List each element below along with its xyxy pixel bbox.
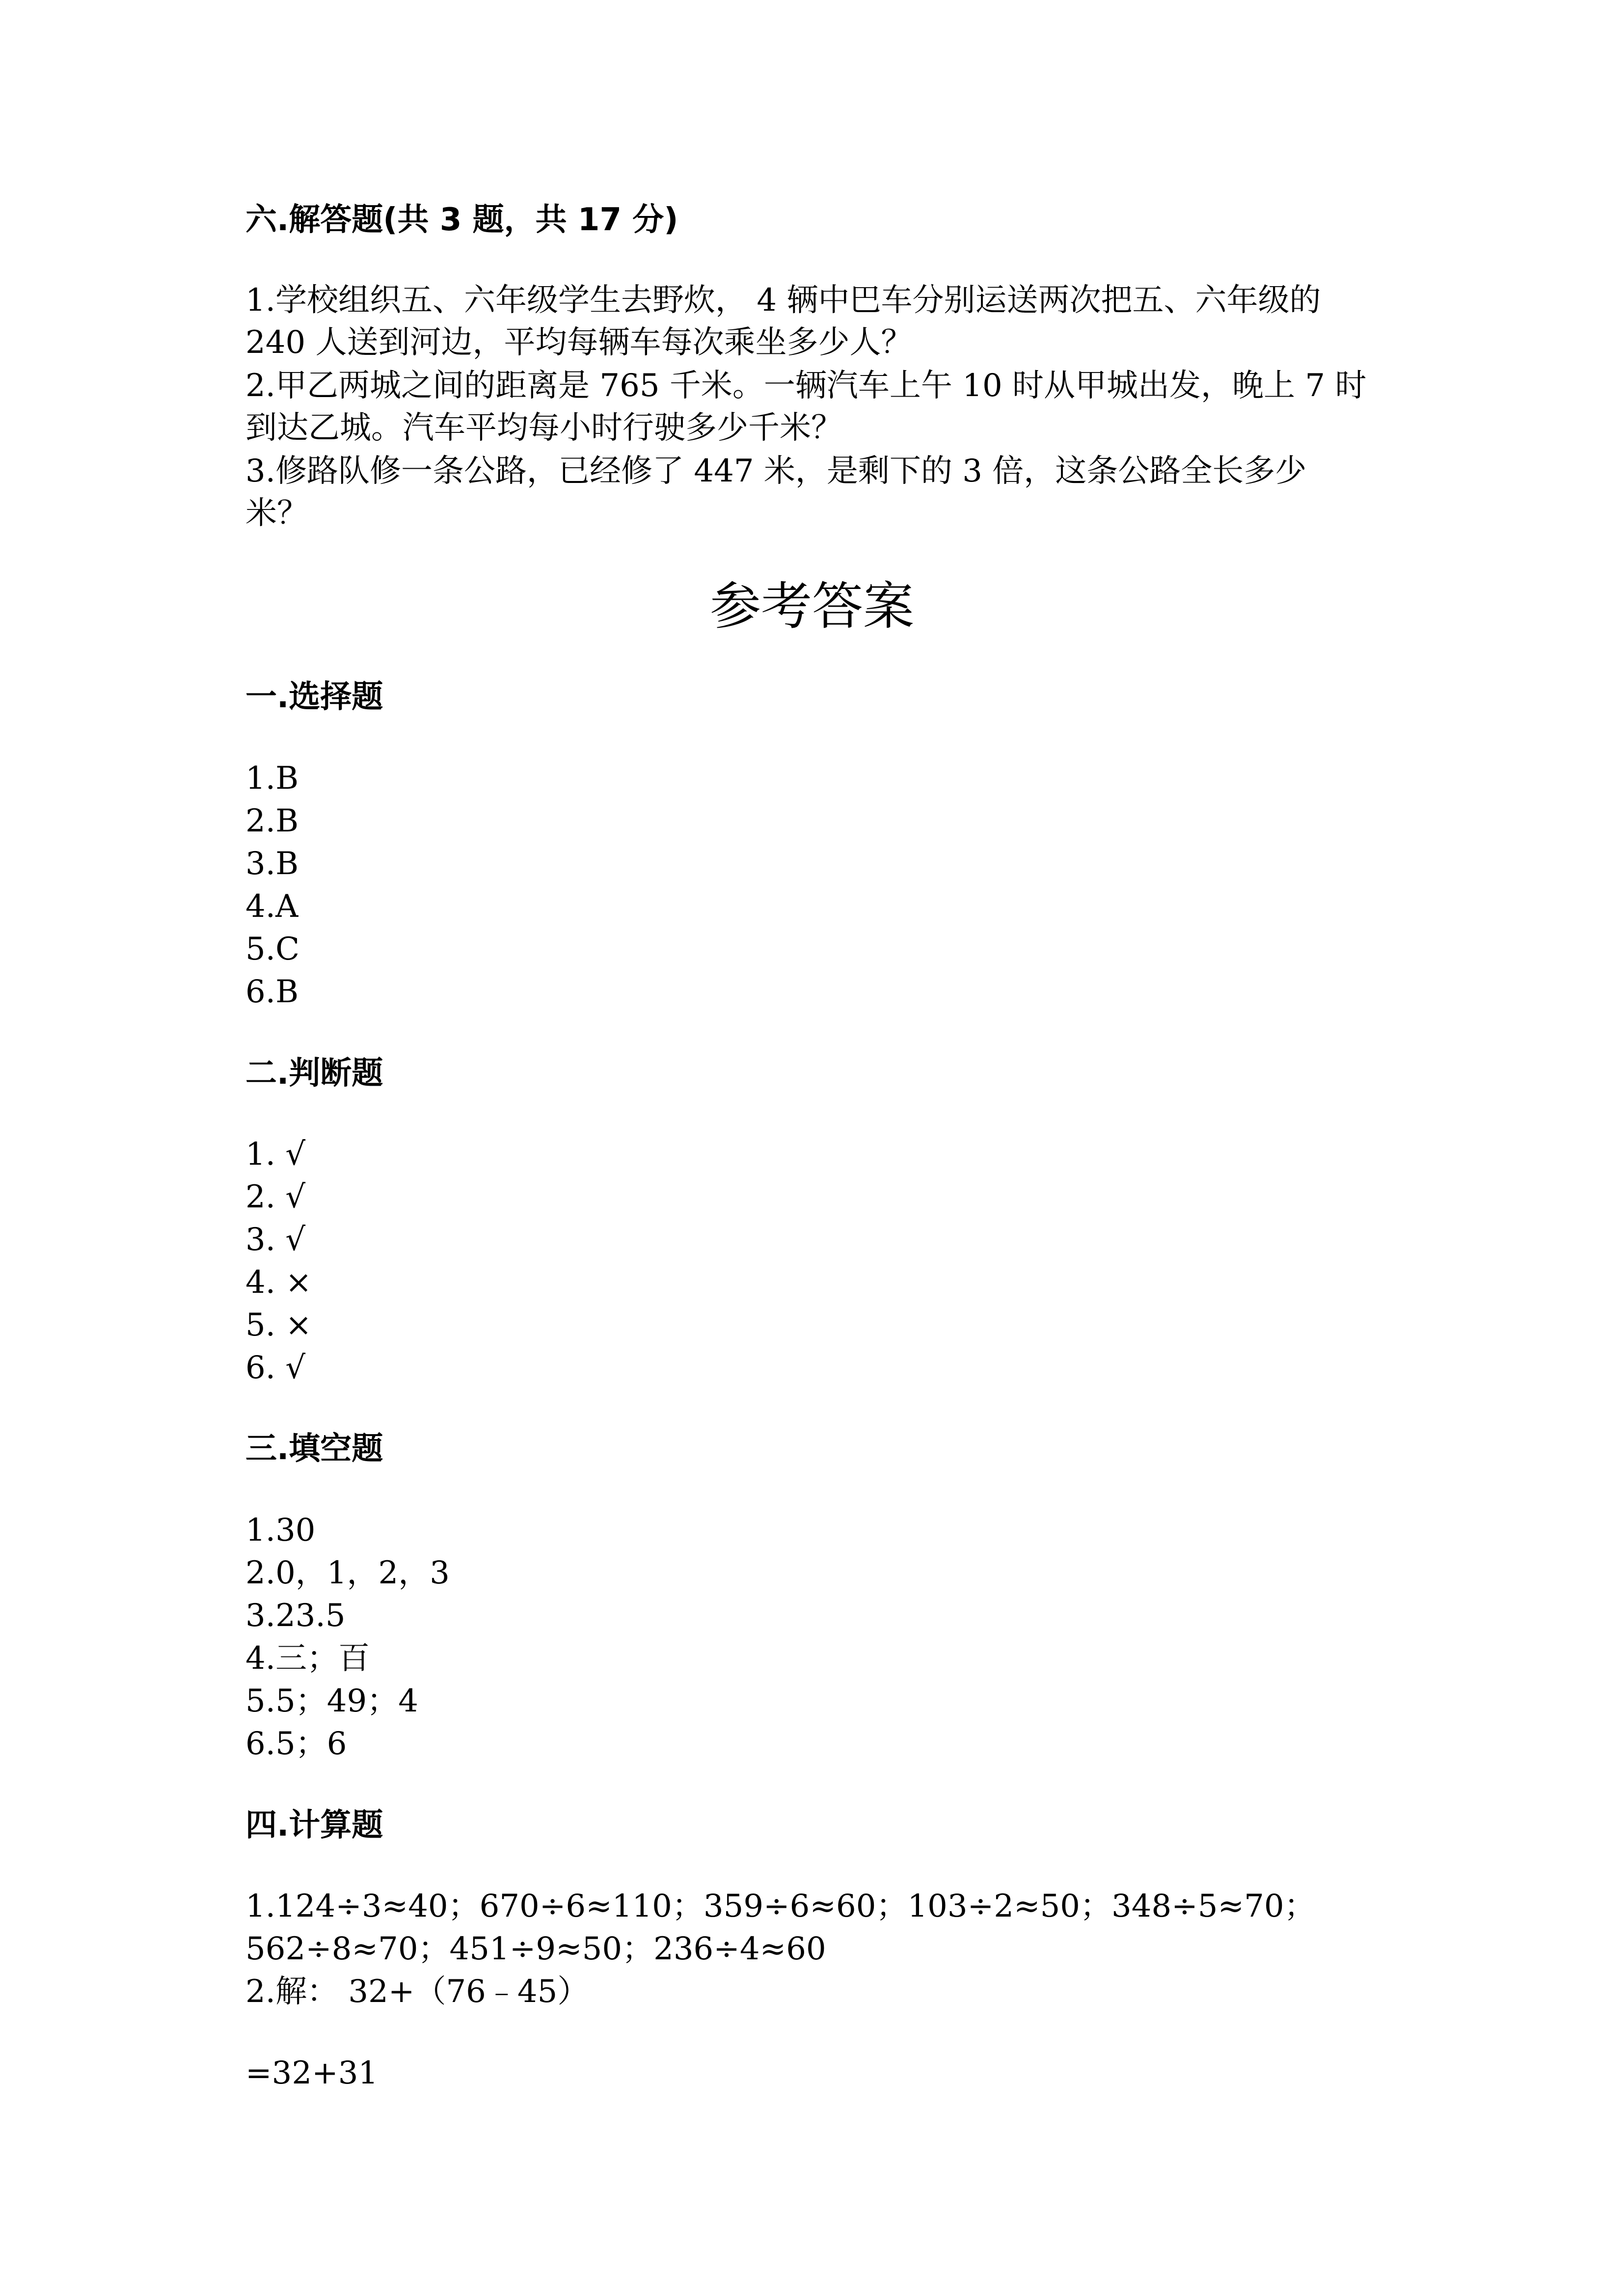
calc-answer-2-line-1: 2.解： 32+（76﹣45） — [245, 1974, 589, 2010]
judge-answer: 4. × — [245, 1264, 312, 1301]
choice-answer: 6.B — [245, 974, 299, 1010]
calc-answer-1-line-2: 562÷8≈70；451÷9≈50；236÷4≈60 — [245, 1931, 826, 1967]
choice-answer: 2.B — [245, 803, 299, 839]
calc-heading: 四.计算题 — [245, 1807, 383, 1843]
choice-answer: 1.B — [245, 760, 299, 797]
question-1-line-2: 240 人送到河边，平均每辆车每次乘坐多少人？ — [245, 324, 913, 361]
fill-answer: 5.5；49；4 — [245, 1683, 418, 1719]
question-2-line-1: 2.甲乙两城之间的距离是 765 千米。一辆汽车上午 10 时从甲城出发，晚上 7 时 — [245, 368, 1367, 404]
choice-answer: 5.C — [245, 931, 300, 967]
fill-answer: 2.0，1，2，3 — [245, 1555, 450, 1591]
choice-answer: 4.A — [245, 888, 298, 925]
judge-answer: 2. √ — [245, 1179, 306, 1215]
judge-answer: 6. √ — [245, 1350, 306, 1386]
section-six-heading: 六.解答题(共 3 题，共 17 分) — [245, 202, 678, 238]
judge-heading: 二.判断题 — [245, 1055, 383, 1092]
choice-answer: 3.B — [245, 846, 299, 882]
fill-answer: 1.30 — [245, 1512, 316, 1548]
fill-heading: 三.填空题 — [245, 1431, 383, 1467]
answers-title: 参考答案 — [709, 576, 914, 636]
question-3-line-1: 3.修路队修一条公路，已经修了 447 米，是剩下的 3 倍，这条公路全长多少 — [245, 453, 1307, 489]
fill-answer: 6.5；6 — [245, 1726, 347, 1762]
fill-answer: 4.三；百 — [245, 1640, 370, 1677]
calc-answer-2-line-2: =32+31 — [245, 2055, 379, 2091]
judge-answer: 5. × — [245, 1307, 312, 1343]
choice-heading: 一.选择题 — [245, 679, 383, 715]
judge-answer: 3. √ — [245, 1222, 306, 1258]
question-1-line-1: 1.学校组织五、六年级学生去野炊， 4 辆中巴车分别运送两次把五、六年级的 — [245, 282, 1321, 319]
calc-answer-1-line-1: 1.124÷3≈40；670÷6≈110；359÷6≈60；103÷2≈50；348÷5≈70； — [245, 1888, 1316, 1924]
question-2-line-2: 到达乙城。汽车平均每小时行驶多少千米？ — [245, 410, 842, 446]
judge-answer: 1. √ — [245, 1136, 306, 1173]
fill-answer: 3.23.5 — [245, 1598, 346, 1634]
question-3-line-2: 米？ — [245, 495, 308, 532]
